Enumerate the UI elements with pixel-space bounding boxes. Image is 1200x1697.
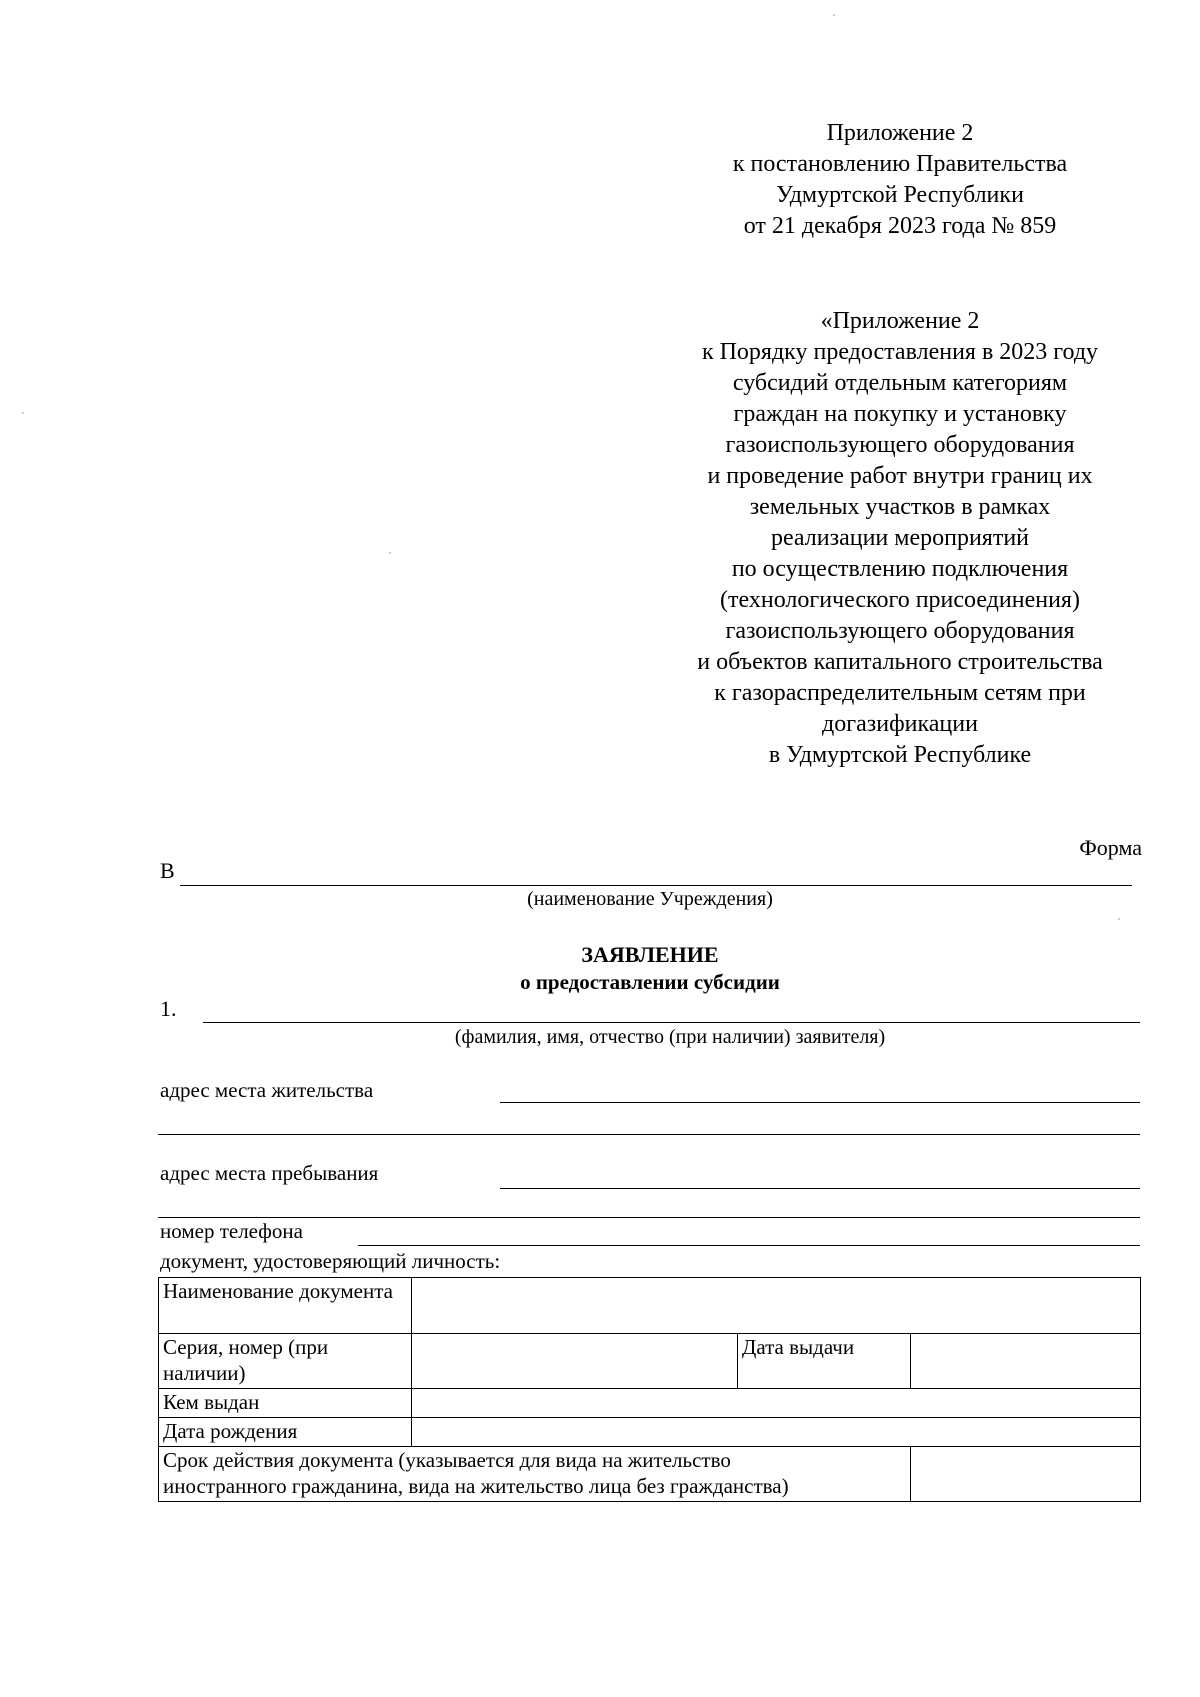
procedure-header-line: к газораспределительным сетям при (714, 680, 1086, 706)
applicant-name-field[interactable] (203, 1022, 1140, 1023)
doc-name-value[interactable] (412, 1278, 1141, 1334)
appendix-header-line: Удмуртской Республики (776, 182, 1024, 208)
procedure-header-line: (технологического присоединения) (720, 587, 1080, 613)
procedure-header-line: и проведение работ внутри границ их (707, 463, 1093, 489)
procedure-header-line: к Порядку предоставления в 2023 году (701, 339, 1099, 365)
table-row (159, 1389, 1141, 1418)
institution-field[interactable] (180, 885, 1132, 886)
residence-field[interactable] (500, 1102, 1140, 1103)
issued-by-value[interactable] (412, 1389, 1141, 1418)
validity-value[interactable] (911, 1447, 1141, 1502)
phone-field[interactable] (358, 1245, 1140, 1246)
id-document-table (158, 1277, 1141, 1502)
scan-speck (22, 412, 24, 414)
form-title: ЗАЯВЛЕНИЕ (581, 942, 719, 967)
scan-speck (389, 552, 391, 554)
issued-by-label: Кем выдан (159, 1389, 412, 1418)
procedure-header-line: в Удмуртской Республике (768, 742, 1032, 768)
form-label: Форма (1079, 835, 1142, 860)
appendix-header-line: к постановлению Правительства (732, 151, 1068, 177)
residence-field-line2[interactable] (158, 1134, 1140, 1135)
procedure-header-line: «Приложение 2 (820, 308, 980, 334)
table-row (159, 1447, 1141, 1502)
doc-name-label: Наименование документа (159, 1278, 412, 1334)
procedure-header-line: по осуществлению подключения (731, 556, 1069, 582)
issue-date-value[interactable] (911, 1334, 1141, 1389)
appendix-header-line: Приложение 2 (826, 120, 974, 146)
procedure-header (640, 306, 1160, 771)
issue-date-label: Дата выдачи (738, 1334, 911, 1389)
stay-field-line2[interactable] (158, 1217, 1140, 1218)
procedure-header-line: земельных участков в рамках (749, 494, 1051, 520)
series-number-value[interactable] (412, 1334, 738, 1389)
appendix-header (680, 118, 1120, 242)
phone-label: номер телефона (160, 1219, 303, 1243)
table-row (159, 1418, 1141, 1447)
birth-date-value[interactable] (412, 1418, 1141, 1447)
procedure-header-line: догазификации (822, 711, 978, 737)
id-doc-label: документ, удостоверяющий личность: (160, 1249, 501, 1273)
scan-speck (1118, 918, 1120, 920)
series-number-label: Серия, номер (при наличии) (159, 1334, 412, 1389)
form-subtitle: о предоставлении субсидии (520, 970, 780, 994)
institution-caption: (наименование Учреждения) (527, 888, 773, 910)
residence-label: адрес места жительства (160, 1078, 374, 1102)
validity-label-line: иностранного гражданина, вида на жительство лица без гражданства) (163, 1474, 789, 1498)
to-prefix: В (160, 858, 175, 883)
procedure-header-line: реализации мероприятий (770, 525, 1030, 551)
stay-label: адрес места пребывания (160, 1161, 379, 1185)
validity-label-line: Срок действия документа (указывается для вида на жительство (163, 1448, 731, 1472)
procedure-header-line: и объектов капитального строительства (697, 649, 1103, 675)
procedure-header-line: газоиспользующего оборудования (725, 432, 1075, 458)
appendix-header-line: от 21 декабря 2023 года № 859 (743, 213, 1057, 239)
birth-date-label: Дата рождения (159, 1418, 412, 1447)
table-row (159, 1334, 1141, 1389)
item-number: 1. (160, 996, 177, 1021)
table-row (159, 1278, 1141, 1334)
stay-field[interactable] (500, 1188, 1140, 1189)
scan-speck (833, 14, 835, 16)
procedure-header-line: граждан на покупку и установку (733, 401, 1067, 427)
procedure-header-line: газоиспользующего оборудования (725, 618, 1075, 644)
validity-label (159, 1447, 911, 1502)
procedure-header-line: субсидий отдельным категориям (732, 370, 1068, 396)
applicant-caption: (фамилия, имя, отчество (при наличии) заявителя) (454, 1026, 886, 1048)
